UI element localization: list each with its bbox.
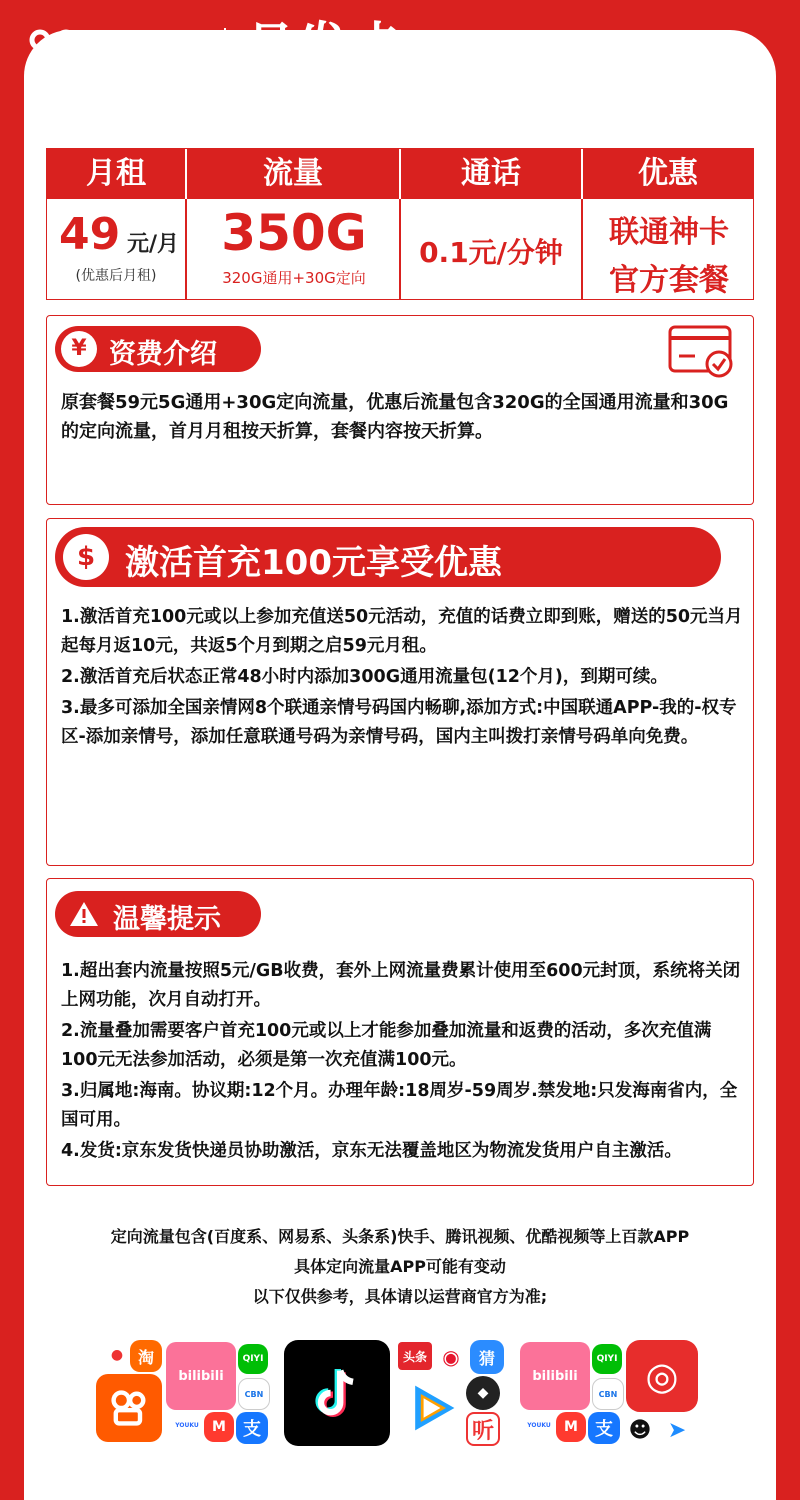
weibo-icon: ◉ bbox=[434, 1340, 468, 1374]
promo-line-1: 联通神卡 bbox=[609, 215, 729, 250]
price-note: (优惠后月租) bbox=[75, 268, 157, 284]
list-item: 2.流量叠加需要客户首充100元或以上才能参加叠加流量和返费的活动，多次充值满100元无法参加活动，必须是第一次充值满100元。 bbox=[61, 1021, 712, 1070]
header-calls: 通话 bbox=[401, 149, 581, 199]
data-value: 350G bbox=[221, 204, 367, 262]
call-rate: 0.1元/分钟 bbox=[419, 236, 563, 269]
cbn-icon: CBN bbox=[592, 1378, 624, 1410]
kuaishou-icon bbox=[96, 1374, 162, 1442]
list-item: 3.归属地:海南。协议期:12个月。办理年龄:18周岁-59周岁.禁发地:只发海南省内，全国可用。 bbox=[61, 1081, 738, 1130]
mango-tv-icon: M bbox=[204, 1412, 234, 1442]
game-icon: ◆ bbox=[466, 1376, 500, 1410]
activation-title-pill bbox=[55, 527, 721, 587]
footer-line-1: 定向流量包含(百度系、网易系、头条系)快手、腾讯视频、优酷视频等上百款APP bbox=[110, 1227, 690, 1246]
alipay-icon: 支 bbox=[236, 1412, 268, 1444]
tariff-description: 原套餐59元5G通用+30G定向流量，优惠后流量包含320G的全国通用流量和30G的定向流量，首月月租按天折算，套餐内容按天折算。 bbox=[61, 392, 729, 442]
activation-title: 激活首充100元享受优惠 bbox=[125, 543, 502, 583]
activation-list bbox=[61, 603, 745, 754]
footer-line-3: 以下仅供参考，具体请以运营商官方为准; bbox=[252, 1287, 548, 1306]
list-item: 3.最多可添加全国亲情网8个联通亲情号码国内畅聊,添加方式:中国联通APP-我的-权专区-添加亲情号，添加任意联通号码为亲情号码，国内主叫拨打亲情号码单向免费。 bbox=[61, 698, 737, 747]
activation-section bbox=[46, 518, 754, 866]
iqiyi-icon: QIYI bbox=[592, 1344, 622, 1374]
cai-icon: 猜 bbox=[470, 1340, 504, 1374]
mango-tv-icon: M bbox=[556, 1412, 586, 1442]
tips-section bbox=[46, 878, 754, 1186]
bilibili-icon: bilibili bbox=[520, 1342, 590, 1410]
iqiyi-icon: QIYI bbox=[238, 1344, 268, 1374]
cbn-icon: CBN bbox=[238, 1378, 270, 1410]
qq-icon: ☻ bbox=[624, 1414, 656, 1446]
bill-card-icon bbox=[667, 324, 737, 378]
list-item: 4.发货:京东发货快递员协助激活，京东无法覆盖地区为物流发货用户自主激活。 bbox=[61, 1141, 682, 1161]
tariff-title-pill bbox=[55, 326, 261, 372]
cell-calls bbox=[401, 199, 581, 299]
toutiao-icon: 头条 bbox=[398, 1342, 432, 1370]
warning-icon bbox=[69, 900, 99, 928]
tencent-video-icon bbox=[402, 1378, 462, 1438]
yuan-icon: ¥ bbox=[61, 331, 97, 367]
listen-icon: 听 bbox=[466, 1412, 500, 1446]
youku-icon: YOUKU bbox=[172, 1412, 202, 1438]
cell-promo bbox=[583, 199, 755, 299]
cell-price bbox=[47, 199, 185, 299]
list-item: 1.激活首充100元或以上参加充值送50元活动，充值的话费立即到账，赠送的50元当月起每月返10元，共返5个月到期之启59元月租。 bbox=[61, 607, 743, 656]
header-monthly-fee: 月租 bbox=[47, 149, 185, 199]
tips-title: 温馨提示 bbox=[113, 904, 221, 935]
cell-data bbox=[187, 199, 399, 299]
price-value: 49 bbox=[59, 209, 121, 260]
list-item: 1.超出套内流量按照5元/GB收费，套外上网流量费累计使用至600元封顶，系统将关闭上网功能，次月自动打开。 bbox=[61, 961, 741, 1010]
location-pin-icon: ● bbox=[104, 1342, 130, 1368]
header-promo: 优惠 bbox=[583, 149, 753, 199]
paper-plane-icon: ➤ bbox=[660, 1414, 694, 1446]
douyin-icon bbox=[284, 1340, 390, 1446]
header-data: 流量 bbox=[187, 149, 399, 199]
tariff-section bbox=[46, 315, 754, 505]
tips-title-pill bbox=[55, 891, 261, 937]
netease-music-icon: ◎ bbox=[626, 1340, 698, 1412]
data-note: 320G通用+30G定向 bbox=[222, 269, 366, 287]
list-item: 2.激活首充后状态正常48小时内添加300G通用流量包(12个月)，到期可续。 bbox=[61, 667, 668, 687]
promo-line-2: 官方套餐 bbox=[609, 263, 729, 298]
tariff-title: 资费介绍 bbox=[109, 339, 217, 370]
youku-icon: YOUKU bbox=[524, 1412, 554, 1438]
bilibili-icon: bilibili bbox=[166, 1342, 236, 1410]
tips-list bbox=[61, 957, 745, 1168]
footer-line-2: 具体定向流量APP可能有变动 bbox=[294, 1257, 506, 1276]
money-cycle-icon: $ bbox=[63, 534, 109, 580]
taobao-icon: 淘 bbox=[130, 1340, 162, 1372]
alipay-icon: 支 bbox=[588, 1412, 620, 1444]
price-unit: 元/月 bbox=[127, 232, 180, 257]
plan-summary-table bbox=[46, 148, 754, 300]
